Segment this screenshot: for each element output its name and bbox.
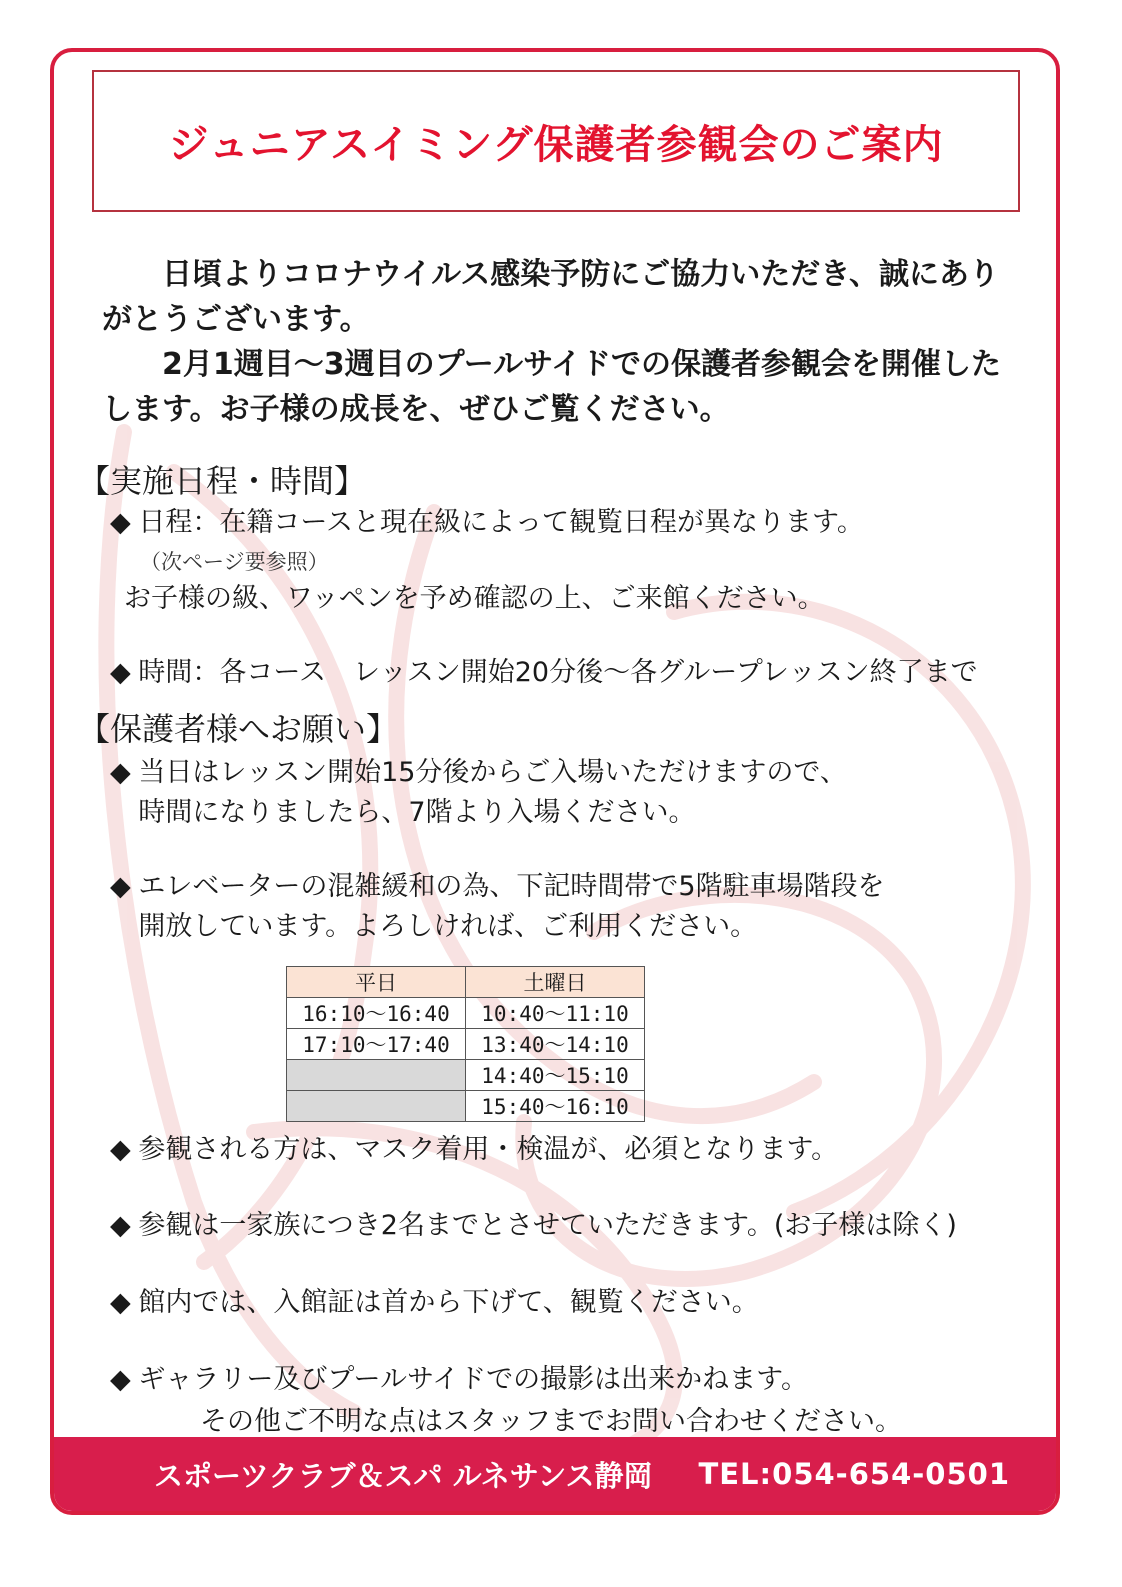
- table-cell: 10:40～11:10: [466, 998, 645, 1029]
- table-cell: 16:10～16:40: [287, 998, 466, 1029]
- table-cell: 17:10～17:40: [287, 1029, 466, 1060]
- table-cell-empty: [287, 1060, 466, 1091]
- request-item-3: [110, 1130, 838, 1170]
- title-box: [92, 70, 1020, 212]
- bullet-icon: ◆: [110, 871, 131, 902]
- schedule-time-item: [110, 653, 978, 693]
- table-row: [287, 1029, 645, 1060]
- footer-bar: [54, 1437, 1060, 1511]
- request-heading: 【保護者様へお願い】: [78, 710, 399, 748]
- table-row: [287, 998, 645, 1029]
- closing-note: その他ご不明な点はスタッフまでお問い合わせください。: [200, 1406, 902, 1437]
- footer-club-name: スポーツクラブ＆スパ ルネサンス静岡: [154, 1458, 653, 1493]
- request-item-4-text: 参観は一家族につき2名までとさせていただきます。(お子様は除く): [138, 1210, 957, 1241]
- intro-text: [102, 252, 1002, 432]
- bullet-icon: ◆: [110, 1287, 131, 1318]
- footer-phone: TEL:054-654-0501: [698, 1457, 1010, 1491]
- bullet-icon: ◆: [110, 757, 131, 788]
- schedule-date-note: （次ページ要参照）: [140, 550, 329, 574]
- request-item-3-text: 参観される方は、マスク着用・検温が、必須となります。: [138, 1134, 839, 1165]
- bullet-icon: ◆: [110, 507, 131, 538]
- intro-paragraph-1: 日頃よりコロナウイルス感染予防にご協力いただき、誠にありがとうございます。: [102, 257, 999, 337]
- request-item-2: [110, 867, 885, 947]
- request-item-1-line1: 当日はレッスン開始15分後からご入場いただけますので、: [138, 757, 847, 788]
- table-row: [287, 1091, 645, 1122]
- request-item-1-line2: 時間になりましたら、7階より入場ください。: [138, 797, 696, 828]
- page-title: ジュニアスイミング保護者参観会のご案内: [168, 121, 944, 168]
- schedule-date-text: 日程：在籍コースと現在級によって観覧日程が異なります。: [138, 507, 864, 538]
- table-header-weekday: 平日: [287, 967, 466, 998]
- table-cell: 15:40～16:10: [466, 1091, 645, 1122]
- request-item-2-line1: エレベーターの混雑緩和の為、下記時間帯で5階駐車場階段を: [138, 871, 885, 902]
- schedule-heading: 【実施日程・時間】: [78, 462, 367, 500]
- table-cell-empty: [287, 1091, 466, 1122]
- table-header-row: [287, 967, 645, 998]
- schedule-date-item: [110, 503, 864, 543]
- bullet-icon: ◆: [110, 1210, 131, 1241]
- request-item-5-text: 館内では、入館証は首から下げて、観覧ください。: [138, 1287, 759, 1318]
- table-header-saturday: 土曜日: [466, 967, 645, 998]
- request-item-6-text: ギャラリー及びプールサイドでの撮影は出来かねます。: [138, 1364, 808, 1395]
- bullet-icon: ◆: [110, 1364, 131, 1395]
- schedule-date-sub: お子様の級、ワッペンを予め確認の上、ご来館ください。: [124, 583, 825, 614]
- request-item-1: [110, 753, 847, 833]
- document-frame: [50, 48, 1060, 1515]
- bullet-icon: ◆: [110, 1134, 131, 1165]
- request-item-2-line2: 開放しています。よろしければ、ご利用ください。: [138, 911, 758, 942]
- request-item-4: [110, 1206, 957, 1246]
- stair-schedule-table: [286, 966, 645, 1122]
- request-item-5: [110, 1283, 759, 1323]
- intro-paragraph-2: 2月1週目～3週目のプールサイドでの保護者参観会を開催したします。お子様の成長を、ぜひご覧ください。: [102, 347, 1002, 427]
- bullet-icon: ◆: [110, 657, 131, 688]
- table-cell: 14:40～15:10: [466, 1060, 645, 1091]
- table-cell: 13:40～14:10: [466, 1029, 645, 1060]
- table-row: [287, 1060, 645, 1091]
- request-item-6: [110, 1360, 808, 1400]
- schedule-time-text: 時間：各コース レッスン開始20分後～各グループレッスン終了まで: [138, 657, 978, 688]
